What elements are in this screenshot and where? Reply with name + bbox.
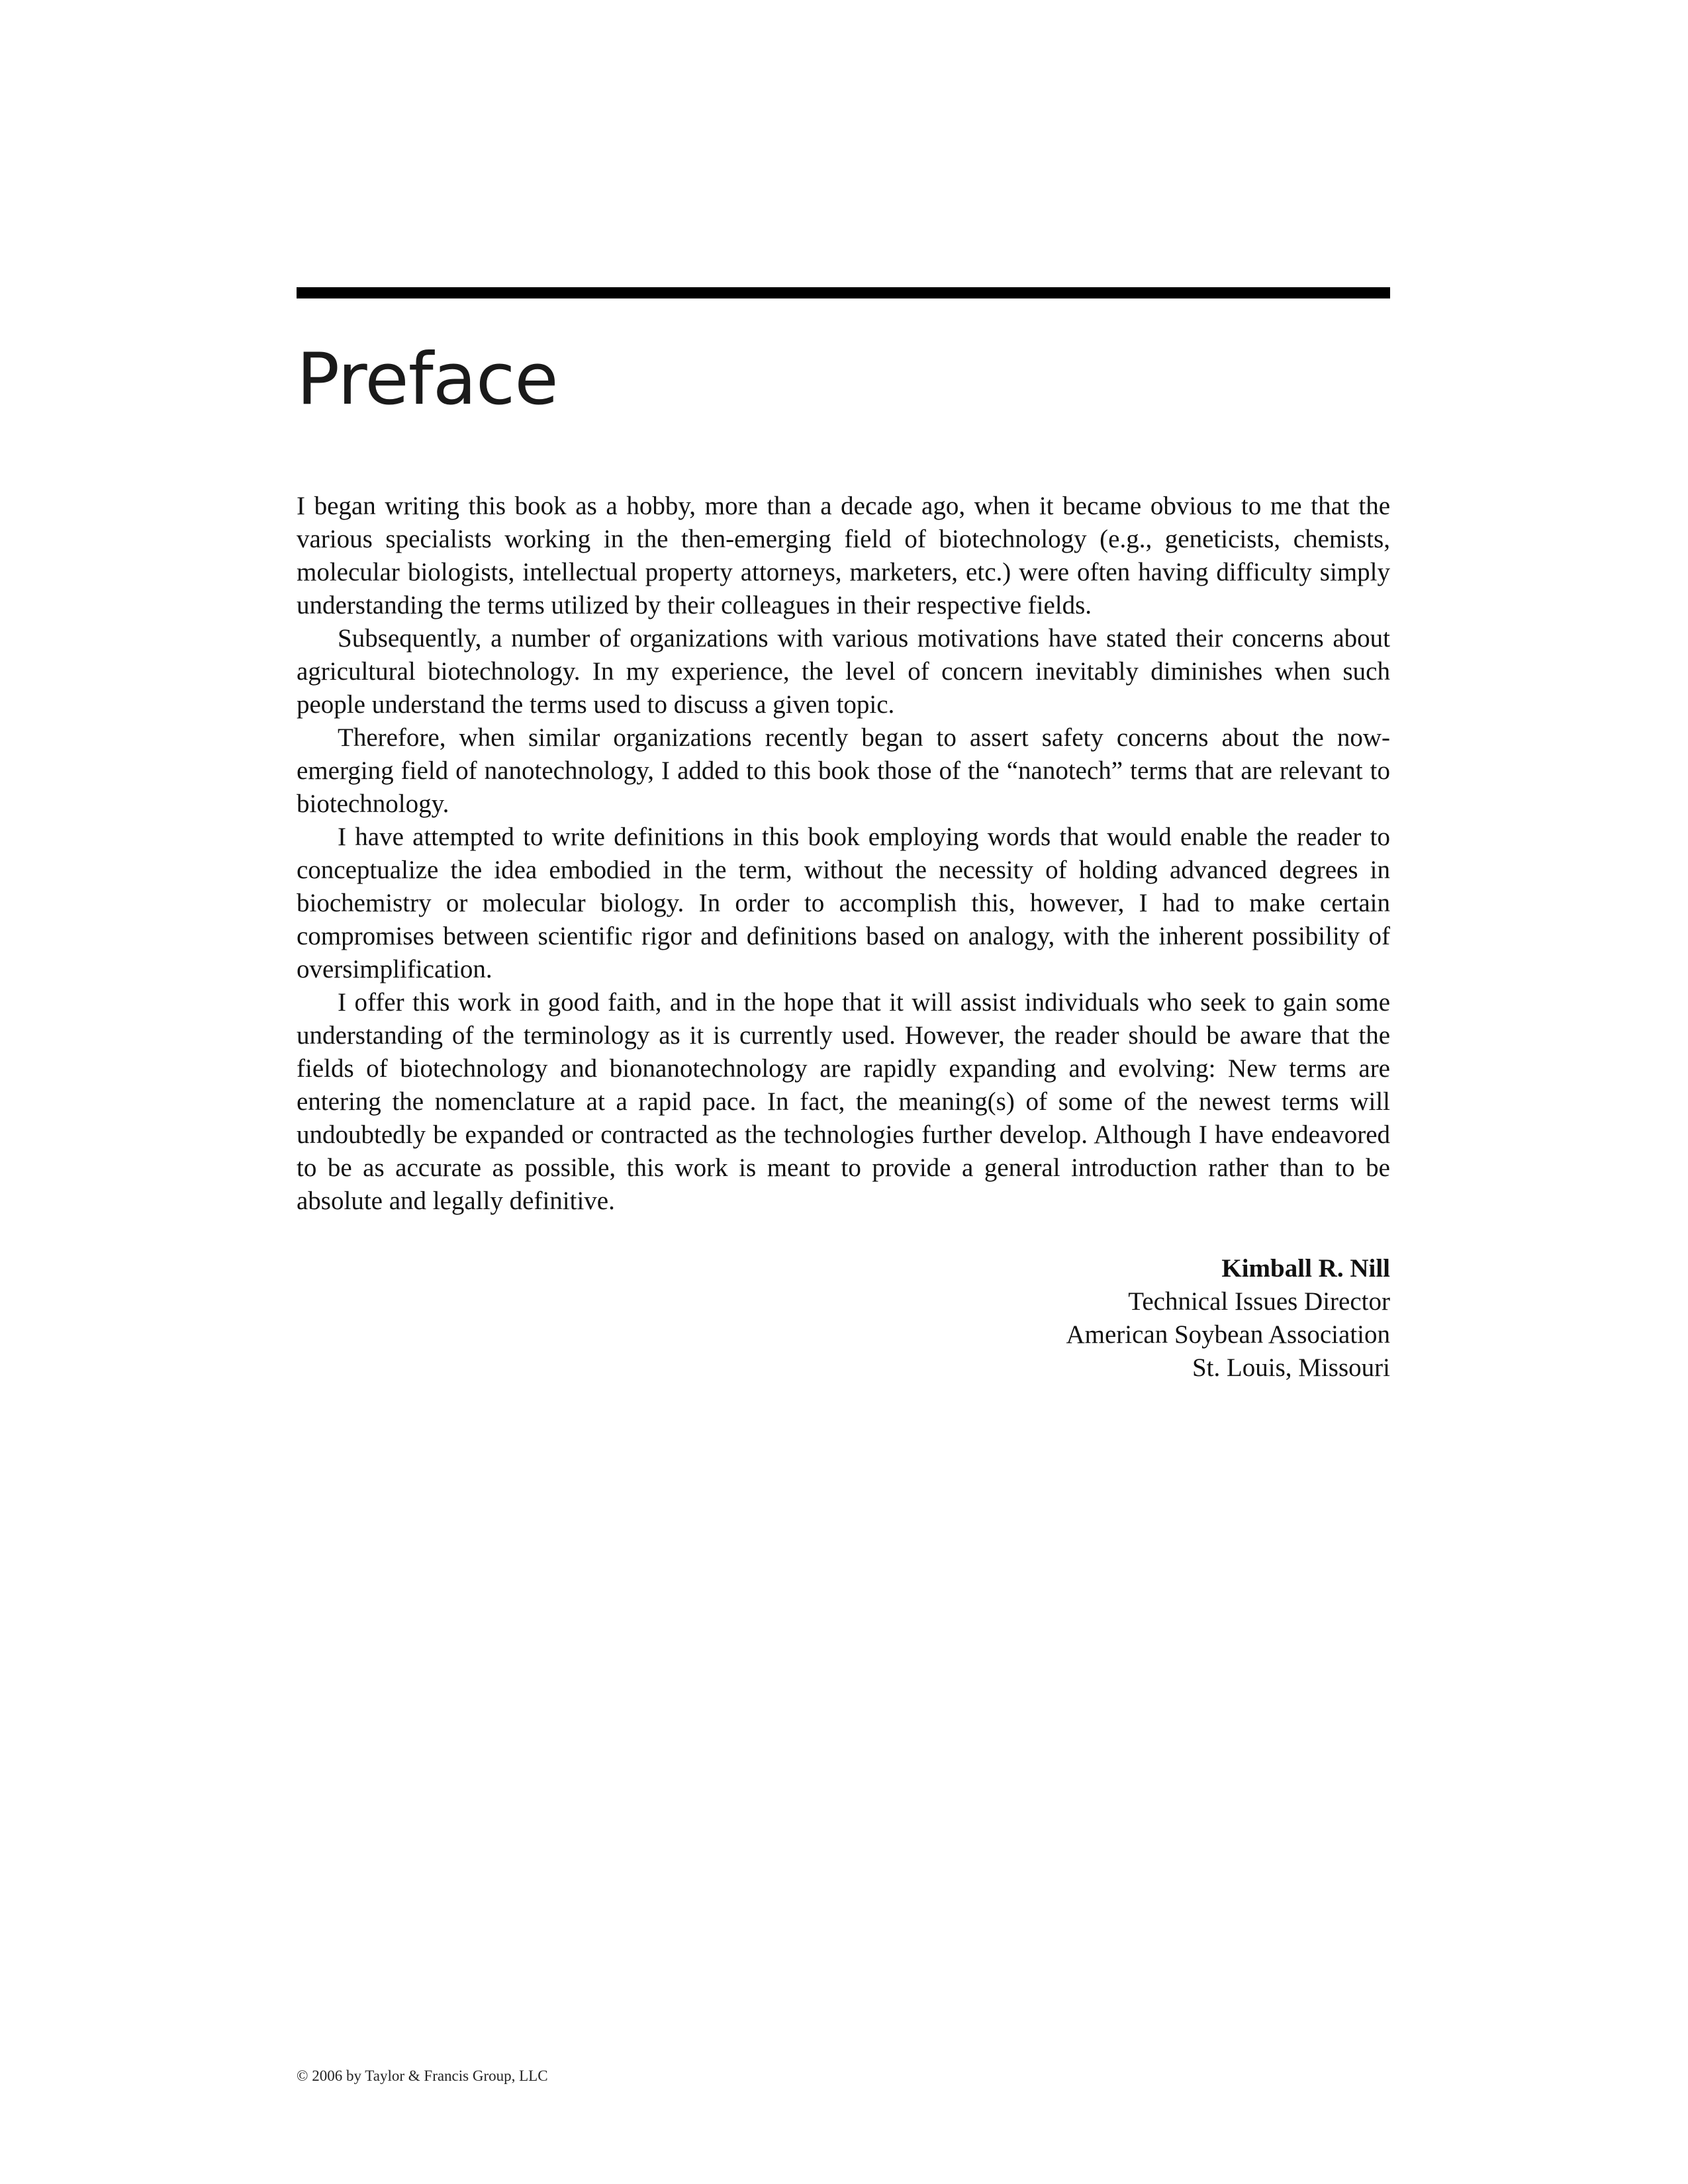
paragraph-3: Therefore, when similar organizations recently began to assert safety concerns about the now-emerging field of nanotechnology, I added to this book those of the “nanotech” terms that are relevant to biotechnology. — [297, 723, 1390, 818]
signature-block — [1066, 1252, 1390, 1385]
title-rule — [297, 287, 1390, 298]
page-title: Preface — [297, 338, 558, 421]
paragraph-2: Subsequently, a number of organizations with various motivations have stated their concerns about agricultural biotechnology. In my experience, the level of concern inevitably diminishes when such people understand the terms used to discuss a given topic. — [297, 624, 1390, 719]
paragraph-1: I began writing this book as a hobby, more than a decade ago, when it became obvious to me that the various specialists working in the then-emerging field of biotechnology (e.g., geneticists, chemists, molecular biologists, intellectual property attorneys, marketers, etc.) were often having difficulty simply understanding the terms utilized by their colleagues in their respective fields. — [297, 492, 1390, 619]
preface-body — [297, 490, 1390, 1218]
author-location: St. Louis, Missouri — [1192, 1353, 1390, 1382]
paragraph-5: I offer this work in good faith, and in the hope that it will assist individuals who seek to gain some understanding of the terminology as it is currently used. However, the reader should be aware that the fields of biotechnology and bionanotechnology are rapidly expanding and evolving: New terms are entering the nomenclature at a rapid pace. In fact, the meaning(s) of some of the newest terms will undoubtedly be expanded or contracted as the technologies further develop. Although I have endeavored to be as accurate as possible, this work is meant to provide a general introduction rather than to be absolute and legally definitive. — [297, 988, 1390, 1215]
author-organization: American Soybean Association — [1066, 1320, 1390, 1349]
author-name: Kimball R. Nill — [1221, 1254, 1390, 1283]
paragraph-4: I have attempted to write definitions in this book employing words that would enable the reader to conceptualize the idea embodied in the term, without the necessity of holding advanced degrees in biochemistry or molecular biology. In order to accomplish this, however, I had to make certain compromises between scientific rigor and definitions based on analogy, with the inherent possibility of oversimplification. — [297, 823, 1390, 983]
author-position: Technical Issues Director — [1128, 1287, 1390, 1316]
copyright-notice: © 2006 by Taylor & Francis Group, LLC — [297, 2068, 548, 2084]
